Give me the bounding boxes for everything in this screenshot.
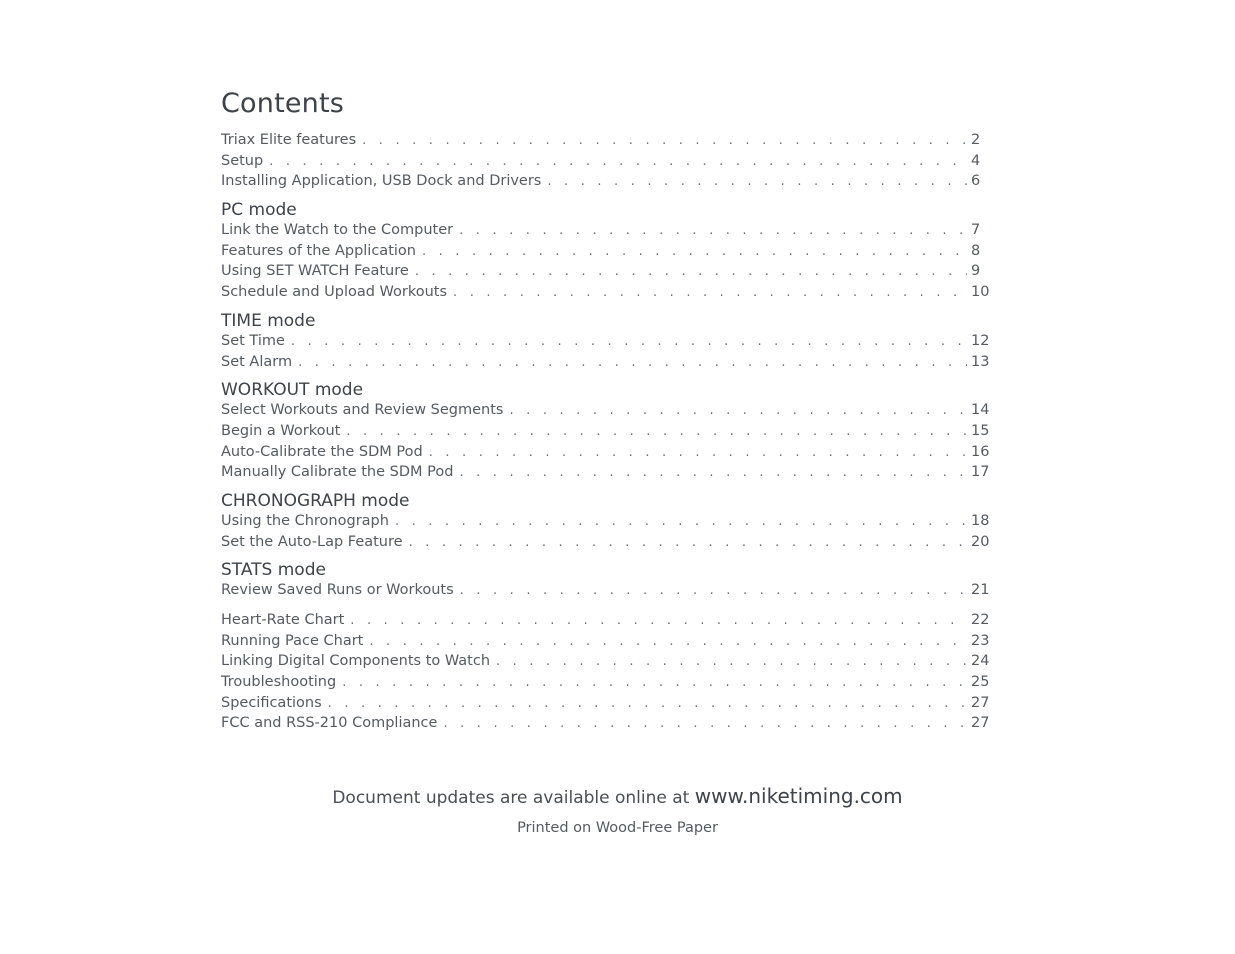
toc-leader-dots [459, 463, 967, 483]
toc-entry-label: Running Pace Chart [221, 632, 364, 649]
toc-entry-page-number: 6 [971, 173, 981, 190]
toc-entry-page-number: 23 [971, 632, 990, 649]
toc-leader-dots [369, 632, 967, 652]
section-heading[interactable]: WORKOUT mode [221, 380, 364, 401]
toc-entry-label: Linking Digital Components to Watch [221, 653, 491, 670]
footer-printed-note: Printed on Wood-Free Paper [517, 820, 718, 836]
toc-entry-label: Select Workouts and Review Segments [221, 402, 504, 419]
toc-entry[interactable] [221, 672, 997, 693]
toc-entry-page-number: 15 [971, 422, 990, 439]
toc-leader-dots [547, 172, 967, 192]
toc-entry[interactable] [221, 352, 997, 373]
toc-entry[interactable] [221, 400, 997, 421]
intro-list [221, 130, 997, 192]
toc-entry[interactable] [221, 261, 997, 282]
toc-entry-page-number: 2 [971, 132, 981, 148]
toc-entry[interactable] [221, 171, 997, 192]
toc-leader-dots [422, 242, 967, 262]
section-heading[interactable]: STATS mode [221, 560, 326, 581]
toc-entry-page-number: 10 [971, 284, 990, 301]
toc-entry[interactable] [221, 610, 997, 631]
section-spacer [221, 552, 997, 560]
toc-leader-dots [459, 221, 967, 241]
toc-leader-dots [342, 673, 967, 693]
toc-section [221, 491, 997, 552]
toc-entry-page-number: 13 [971, 353, 990, 370]
toc-section [221, 380, 997, 483]
toc-entry-label: Triax Elite features [221, 132, 357, 148]
toc-entry-label: Begin a Workout [221, 422, 341, 439]
toc-entry-label: Heart-Rate Chart [221, 612, 345, 628]
section-heading[interactable]: PC mode [221, 200, 297, 221]
sections-list [221, 192, 997, 601]
toc-entry-page-number: 20 [971, 533, 990, 550]
toc-entry-page-number: 24 [971, 653, 990, 670]
toc-entry-label: Set the Auto-Lap Feature [221, 533, 403, 550]
toc-entry[interactable] [221, 651, 997, 672]
toc-entry[interactable] [221, 511, 997, 532]
toc-entry-label: Link the Watch to the Computer [221, 222, 454, 239]
toc-leader-dots [362, 131, 967, 151]
section-spacer [221, 372, 997, 380]
trailing-list [221, 601, 997, 734]
contents-page [221, 88, 997, 734]
toc-section [221, 560, 997, 601]
toc-leader-dots [443, 714, 967, 734]
toc-leader-dots [346, 422, 967, 442]
toc-entry-page-number: 17 [971, 464, 990, 481]
toc-leader-dots [298, 353, 967, 373]
toc-leader-dots [429, 443, 967, 463]
toc-entry-page-number: 12 [971, 332, 990, 349]
toc-entry-label: Set Time [221, 332, 285, 349]
toc-section [221, 311, 997, 372]
toc-entry-label: Review Saved Runs or Workouts [221, 582, 454, 599]
toc-entry[interactable] [221, 331, 997, 352]
toc-entry-label: Auto-Calibrate the SDM Pod [221, 443, 423, 460]
toc-leader-dots [328, 694, 967, 714]
toc-entry[interactable] [221, 220, 997, 241]
toc-entry[interactable] [221, 713, 997, 734]
toc-entry-label: Schedule and Upload Workouts [221, 284, 448, 301]
toc-entry-label: Set Alarm [221, 353, 293, 370]
section-heading[interactable]: CHRONOGRAPH mode [221, 490, 410, 511]
toc-leader-dots [395, 512, 967, 532]
toc-entry-page-number: 18 [971, 512, 990, 529]
toc-entry-page-number: 7 [971, 222, 981, 239]
toc-entry-label: Specifications [221, 694, 322, 711]
toc-leader-dots [453, 283, 967, 303]
toc-entry-page-number: 16 [971, 443, 990, 460]
toc-entry-page-number: 8 [971, 242, 981, 259]
toc-entry-page-number: 27 [971, 694, 990, 711]
toc-leader-dots [460, 581, 967, 601]
toc-leader-dots [510, 401, 968, 421]
section-spacer [221, 601, 997, 610]
section-heading[interactable]: TIME mode [221, 310, 316, 331]
toc-entry[interactable] [221, 442, 997, 463]
toc-entry-label: Troubleshooting [221, 674, 337, 691]
toc-entry[interactable] [221, 151, 997, 172]
toc-leader-dots [269, 152, 967, 172]
footer-url-link[interactable]: www.niketiming.com [694, 784, 903, 808]
section-spacer [221, 192, 997, 200]
toc-entry-label: Using the Chronograph [221, 512, 389, 529]
toc-leader-dots [496, 652, 967, 672]
toc-entry-label: Features of the Application [221, 242, 416, 259]
toc-section [221, 200, 997, 303]
toc-entry-label: FCC and RSS-210 Compliance [221, 715, 438, 732]
toc-entry-label: Setup [221, 152, 264, 169]
toc-entry-page-number: 4 [971, 152, 981, 169]
toc-entry[interactable] [221, 532, 997, 553]
section-spacer [221, 483, 997, 491]
section-spacer [221, 303, 997, 311]
toc-entry-page-number: 14 [971, 402, 990, 419]
toc-leader-dots [409, 533, 967, 553]
toc-entry[interactable] [221, 580, 997, 601]
toc-entry[interactable] [221, 130, 997, 151]
toc-leader-dots [291, 332, 967, 352]
toc-leader-dots [350, 611, 967, 631]
toc-entry[interactable] [221, 241, 997, 262]
toc-entry-page-number: 22 [971, 612, 990, 628]
footer-updates-text: Document updates are available online at [332, 788, 690, 808]
page-title: Contents [221, 88, 345, 119]
toc-entry-page-number: 9 [971, 263, 981, 280]
toc-leader-dots [415, 262, 967, 282]
footer-updates-line [0, 784, 1235, 808]
toc-entry-label: Installing Application, USB Dock and Drivers [221, 173, 542, 190]
toc-entry[interactable] [221, 631, 997, 652]
toc-entry-label: Using SET WATCH Feature [221, 263, 409, 280]
toc-entry[interactable] [221, 421, 997, 442]
toc-entry[interactable] [221, 282, 997, 303]
toc-entry[interactable] [221, 462, 997, 483]
toc-entry-page-number: 25 [971, 674, 990, 691]
toc-entry-page-number: 21 [971, 582, 990, 599]
toc-entry-page-number: 27 [971, 715, 990, 732]
toc-entry[interactable] [221, 693, 997, 714]
toc-entry-label: Manually Calibrate the SDM Pod [221, 464, 454, 481]
